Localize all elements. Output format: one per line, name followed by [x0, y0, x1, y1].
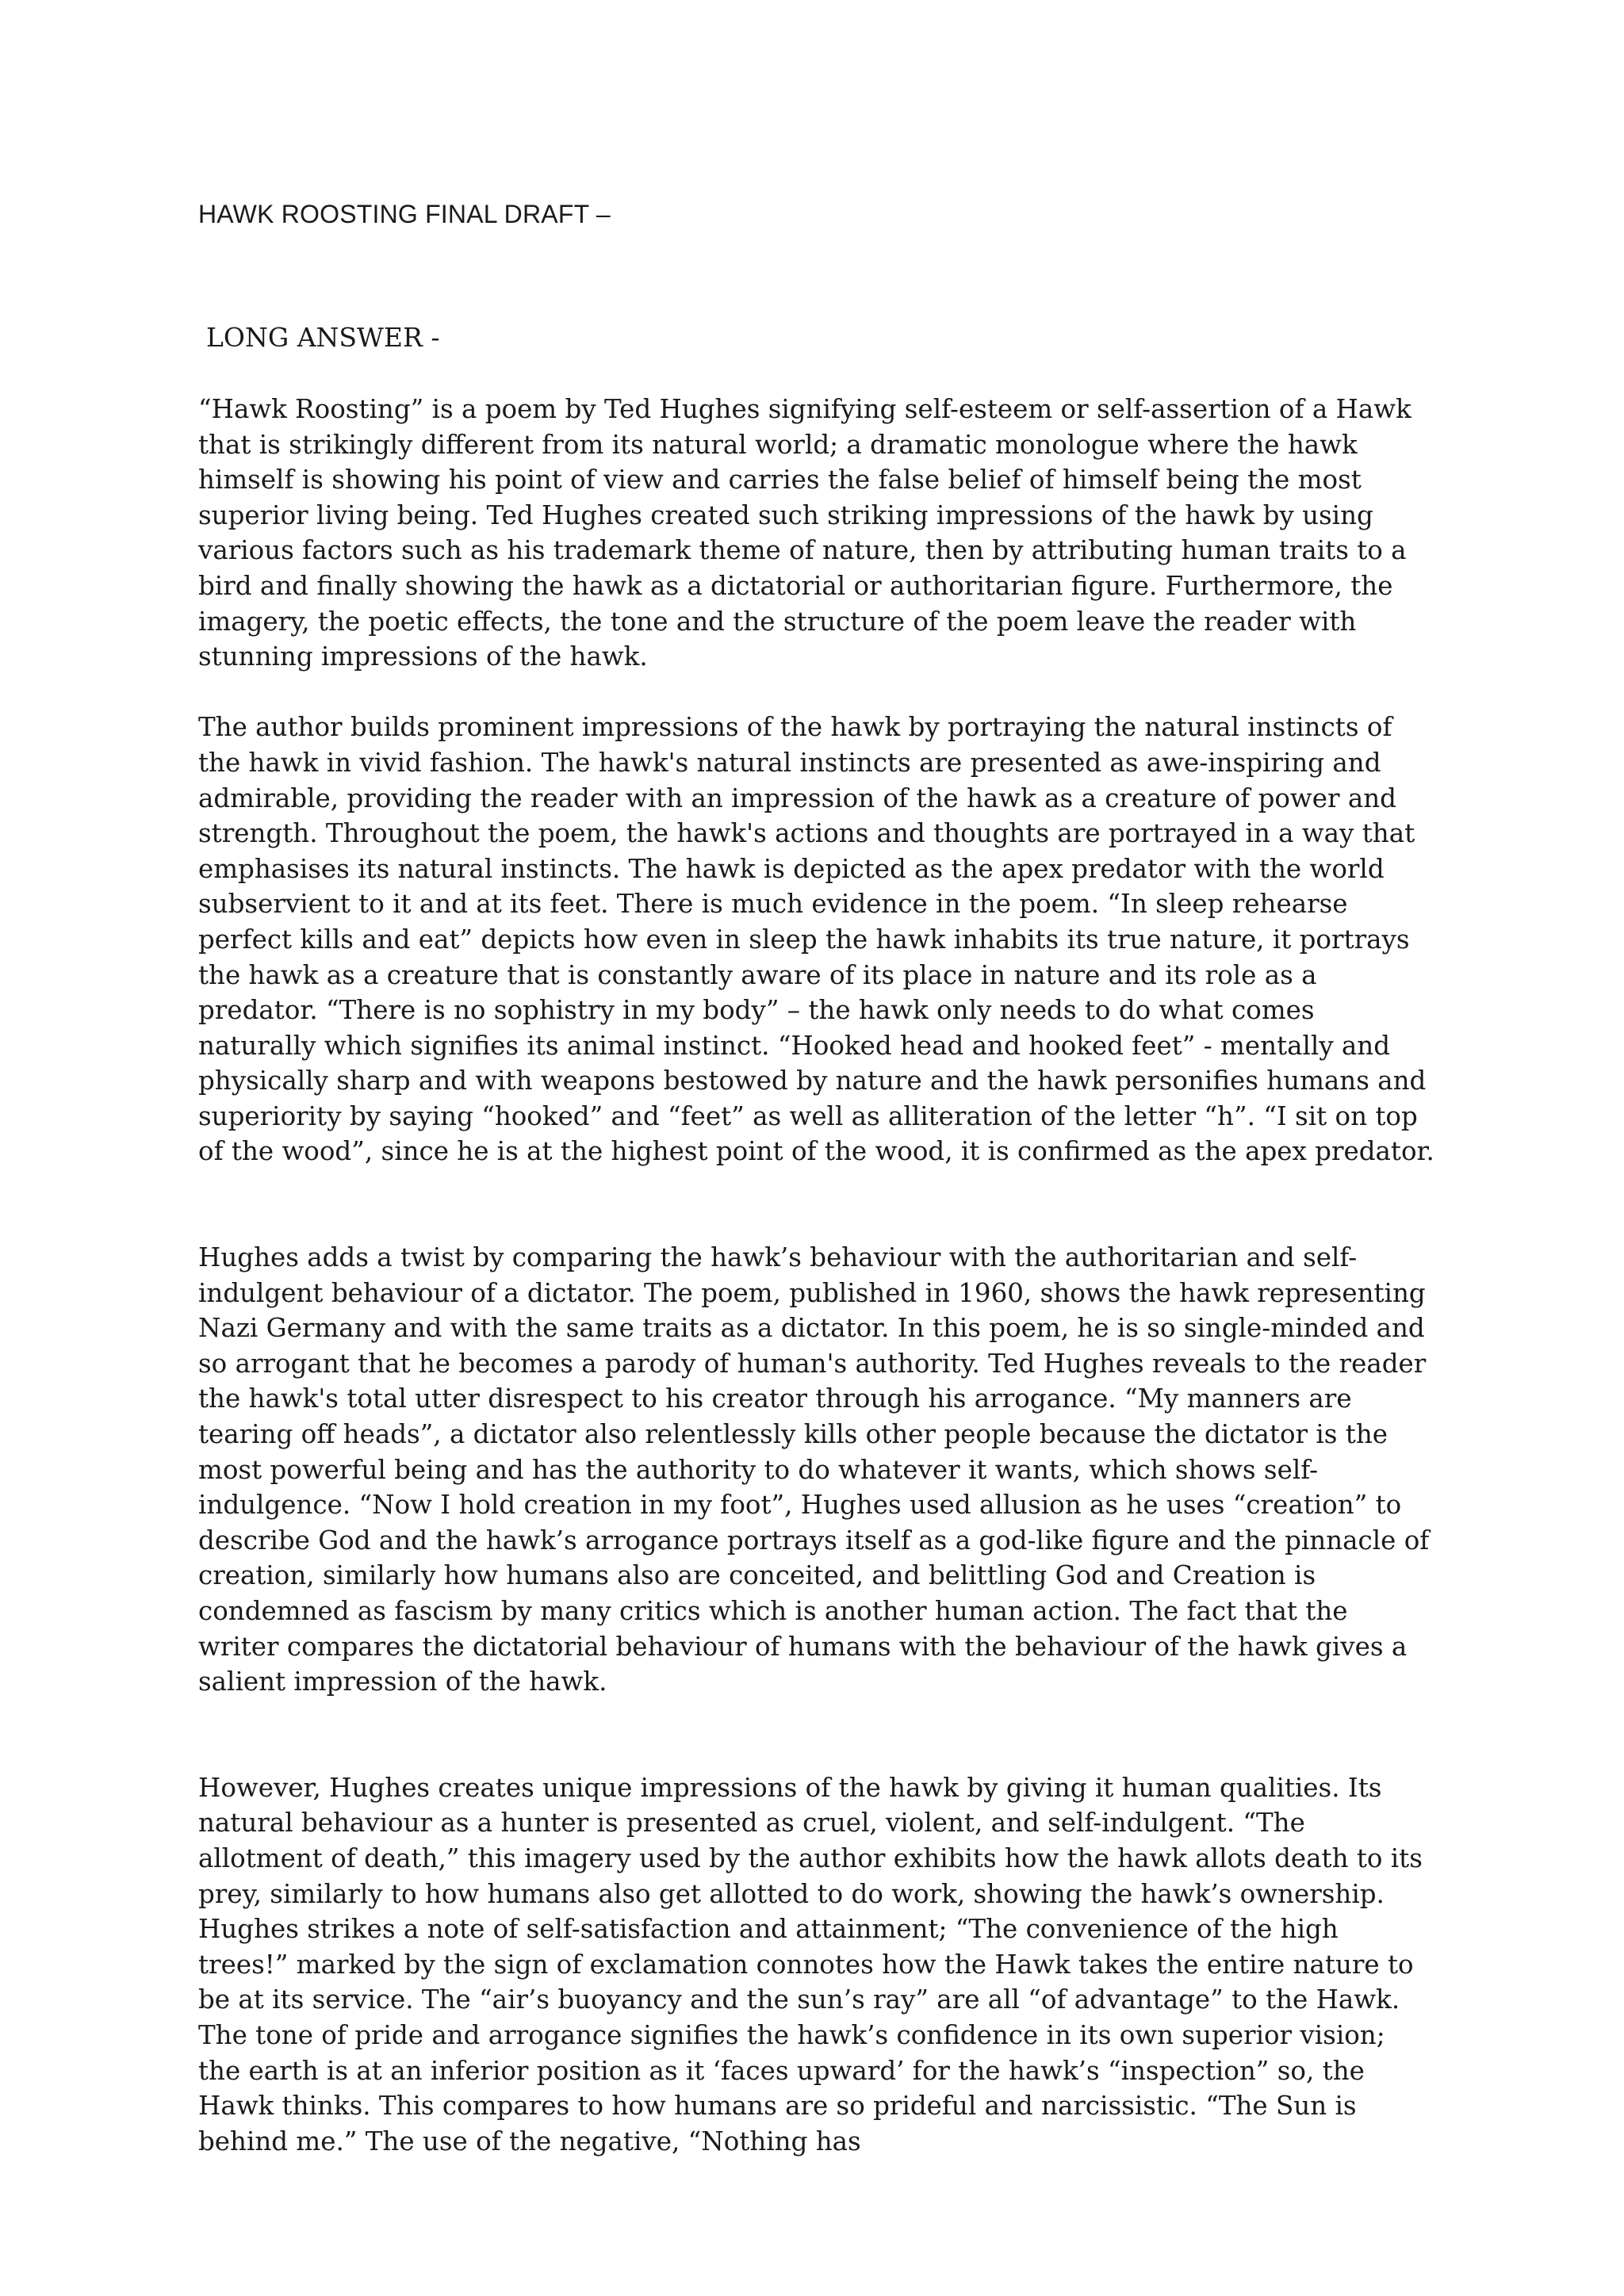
- paragraph-natural-instincts: The author builds prominent impressions of the hawk by portraying the natural instincts of the hawk in vivid fashion. The hawk's natural instincts are presented as awe-inspiring and admirable, providing the reader with an impression of the hawk as a creature of power and strength. Throughout the poem, the hawk's actions and thoughts are portrayed in a way that emphasises its natural instincts. The hawk is depicted as the apex predator with the world subservient to it and at its feet. There is much evidence in the poem. “In sleep rehearse perfect kills and eat” depicts how even in sleep the hawk inhabits its true nature, it portrays the hawk as a creature that is constantly aware of its place in nature and its role as a predator. “There is no sophistry in my body” – the hawk only needs to do what comes naturally which signifies its animal instinct. “Hooked head and hooked feet” - mentally and physically sharp and with weapons bestowed by nature and the hawk personifies humans and superiority by saying “hooked” and “feet” as well as alliteration of the letter “h”. “I sit on top of the wood”, since he is at the highest point of the wood, it is confirmed as the apex predator.: [198, 712, 1434, 1167]
- section-label: LONG ANSWER -: [206, 322, 440, 353]
- document-title: HAWK ROOSTING FINAL DRAFT –: [198, 200, 611, 228]
- paragraph-human-qualities: However, Hughes creates unique impressions of the hawk by giving it human qualities. Its natural behaviour as a hunter is presented as cruel, violent, and self-indulgent. “The allotment of death,” this imagery used by the author exhibits how the hawk allots death to its prey, similarly to how humans also get allotted to do work, showing the hawk’s ownership. Hughes strikes a note of self-satisfaction and attainment; “The convenience of the high trees!” marked by the sign of exclamation connotes how the Hawk takes the entire nature to be at its service. The “air’s buoyancy and the sun’s ray” are all “of advantage” to the Hawk. The tone of pride and arrogance signifies the hawk’s confidence in its own superior vision; the earth is at an inferior position as it ‘faces upward’ for the hawk’s “inspection” so, the Hawk thinks. This compares to how humans are so prideful and narcissistic. “The Sun is behind me.” The use of the negative, “Nothing has: [198, 1772, 1423, 2156]
- paragraph-intro: “Hawk Roosting” is a poem by Ted Hughes signifying self-esteem or self-assertion of a Hawk that is strikingly different from its natural world; a dramatic monologue where the hawk himself is showing his point of view and carries the false belief of himself being the most superior living being. Ted Hughes created such striking impressions of the hawk by using various factors such as his trademark theme of nature, then by attributing human traits to a bird and finally showing the hawk as a dictatorial or authoritarian figure. Furthermore, the imagery, the poetic effects, the tone and the structure of the poem leave the reader with stunning impressions of the hawk.: [198, 394, 1411, 672]
- document-body: [198, 392, 1435, 2159]
- paragraph-dictator: Hughes adds a twist by comparing the hawk’s behaviour with the authoritarian and self-indulgent behaviour of a dictator. The poem, published in 1960, shows the hawk representing Nazi Germany and with the same traits as a dictator. In this poem, he is so single-minded and so arrogant that he becomes a parody of human's authority. Ted Hughes reveals to the reader the hawk's total utter disrespect to his creator through his arrogance. “My manners are tearing off heads”, a dictator also relentlessly kills other people because the dictator is the most powerful being and has the authority to do whatever it wants, which shows self-indulgence. “Now I hold creation in my foot”, Hughes used allusion as he uses “creation” to describe God and the hawk’s arrogance portrays itself as a god-like figure and the pinnacle of creation, similarly how humans also are conceited, and belittling God and Creation is condemned as fascism by many critics which is another human action. The fact that the writer compares the dictatorial behaviour of humans with the behaviour of the hawk gives a salient impression of the hawk.: [198, 1242, 1430, 1697]
